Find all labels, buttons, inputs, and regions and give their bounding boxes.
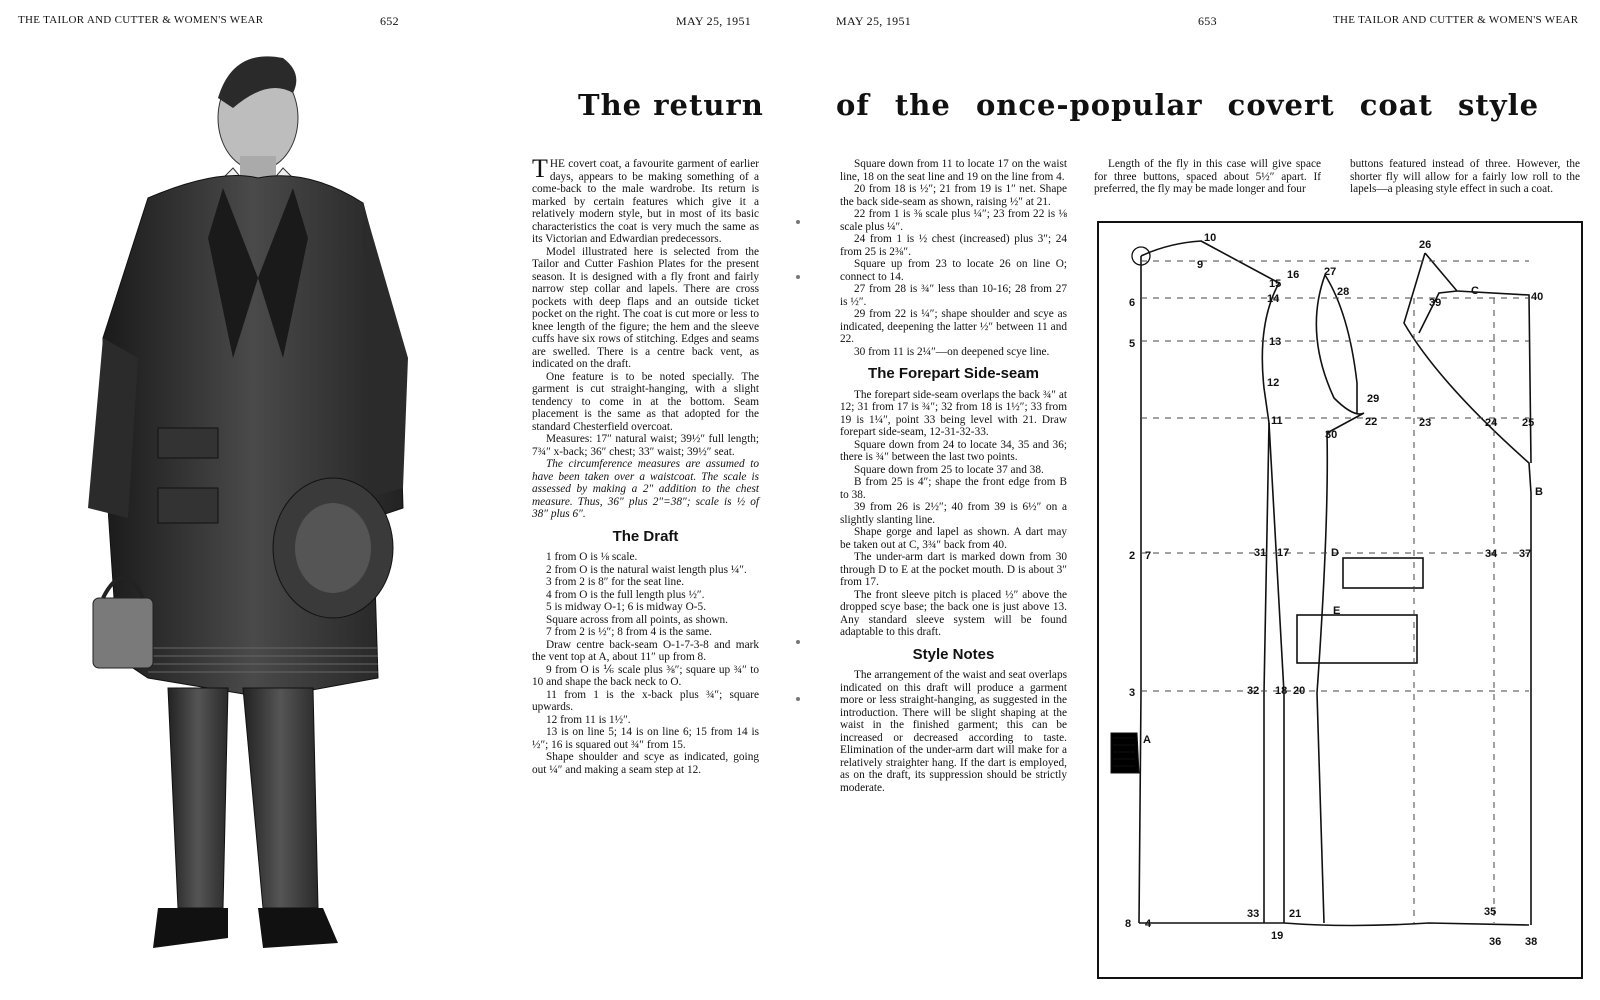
right-page-number: 653 bbox=[1198, 14, 1217, 28]
draft-drawing bbox=[1099, 223, 1581, 977]
draft-step: 27 from 28 is ¾″ less than 10-16; 28 from 27 is ½″. bbox=[840, 283, 1067, 308]
draft-step: 2 from O is the natural waist length plus ¼″. bbox=[546, 563, 747, 576]
point-label: 5 bbox=[1129, 338, 1136, 350]
point-label: 32 bbox=[1247, 685, 1260, 697]
draft-step: 30 from 11 is 2¼″—on deepened scye line. bbox=[854, 345, 1050, 358]
fly-paragraph: Length of the fly in this case will give space for three buttons, spaced about 5½″ apart. If preferred, the fly may be made longer and four bbox=[1094, 158, 1321, 195]
back-shoulder-line bbox=[1141, 241, 1279, 283]
draft-step: 29 from 22 is ¼″; shape shoulder and scye as indicated, deepening the latter ½″ between 11 and 22. bbox=[840, 308, 1067, 345]
draft-step: Square up from 23 to locate 26 on line O; connect to 14. bbox=[840, 258, 1067, 283]
draft-step: 1 from O is ⅛ scale. bbox=[546, 551, 638, 563]
point-label: 6 bbox=[1129, 297, 1136, 309]
point-label: 15 bbox=[1269, 278, 1282, 290]
point-label: 18 bbox=[1275, 685, 1288, 697]
back-seam-line bbox=[1139, 256, 1141, 923]
point-label: 16 bbox=[1287, 269, 1300, 281]
left-page-number: 652 bbox=[380, 14, 399, 28]
right-publication-header: THE TAILOR AND CUTTER & WOMEN'S WEAR bbox=[1333, 14, 1579, 26]
draft-step: 13 is on line 5; 14 is on line 6; 15 from 14 is ½″; 16 is squared out ¾″ from 15. bbox=[532, 726, 759, 751]
point-label: 35 bbox=[1484, 906, 1497, 918]
point-label: 22 bbox=[1365, 416, 1378, 428]
gutter-mark bbox=[796, 640, 800, 644]
point-label: 38 bbox=[1525, 936, 1538, 948]
buttons-paragraph: buttons featured instead of three. However, the shorter fly will allow for a fairly low roll to the lapels—a pleasing style effect in such a coat. bbox=[1350, 158, 1580, 195]
covert-coat-illustration bbox=[18, 38, 460, 980]
style-notes-paragraph: The arrangement of the waist and seat overlaps indicated on this draft will produce a garment more or less straight-hanging, as suggested in the introduction. There will be slight shaping at the waist in the finished garment; this can be increased or decreased according to taste. Elimination of the under-arm dart will make for a relatively straighter hang. If the dart is employed, as on the draft, its suppression should be strictly moderate. bbox=[840, 669, 1067, 794]
point-label: 2 bbox=[1129, 550, 1136, 562]
draft-step: 7 from 2 is ½″; 8 from 4 is the same. bbox=[546, 626, 712, 638]
point-label: 33 bbox=[1247, 908, 1260, 920]
heading-style-notes: Style Notes bbox=[912, 645, 995, 663]
draft-step: 5 is midway O-1; 6 is midway O-5. bbox=[546, 601, 707, 613]
gutter-mark bbox=[796, 275, 800, 279]
point-label: B bbox=[1535, 486, 1543, 498]
point-label: 21 bbox=[1289, 908, 1302, 920]
heading-forepart-side-seam: The Forepart Side-seam bbox=[868, 365, 1039, 382]
point-label: 26 bbox=[1419, 239, 1432, 251]
point-label: 10 bbox=[1204, 232, 1217, 244]
drop-cap: T bbox=[532, 154, 548, 183]
intro-paragraph bbox=[532, 154, 759, 246]
article-title-right: of the once-popular covert coat style bbox=[836, 88, 1540, 122]
point-label: 30 bbox=[1325, 429, 1338, 441]
point-label: 9 bbox=[1197, 259, 1204, 271]
point-label: 29 bbox=[1367, 393, 1380, 405]
point-label: D bbox=[1331, 547, 1339, 559]
heading-the-draft: The Draft bbox=[612, 527, 679, 545]
draft-step: Square down from 11 to locate 17 on the waist line, 18 on the seat line and 19 on the line from 4. bbox=[840, 158, 1067, 183]
point-label: 7 bbox=[1145, 550, 1152, 562]
pattern-draft-diagram bbox=[1097, 221, 1583, 979]
text-column-4 bbox=[1350, 158, 1580, 196]
point-label: 25 bbox=[1522, 417, 1535, 429]
front-edge bbox=[1404, 253, 1531, 925]
point-label: 36 bbox=[1489, 936, 1502, 948]
draft-step: Square across from all points, as shown. bbox=[546, 613, 728, 626]
draft-step: 9 from O is ⅙ scale plus ⅜″; square up ¾″ to 10 and shape the back neck to O. bbox=[532, 663, 759, 688]
point-label: A bbox=[1143, 734, 1151, 746]
point-label: 39 bbox=[1429, 297, 1442, 309]
forepart-step: Square down from 25 to locate 37 and 38. bbox=[854, 463, 1044, 476]
forepart-step: Shape gorge and lapel as shown. A dart may be taken out at C, 3¾″ back from 40. bbox=[840, 526, 1067, 551]
article-title-left: The return bbox=[578, 88, 764, 122]
left-date: MAY 25, 1951 bbox=[676, 14, 752, 28]
forepart-step: The forepart side-seam overlaps the back ¾″ at 12; 31 from 17 is ¾″; 32 from 18 is 1½″; 33 from 19 is 1¼″, point 33 being level with 21. Draw forepart side-seam, 12-31-32-33. bbox=[840, 388, 1067, 438]
left-publication-header: THE TAILOR AND CUTTER & WOMEN'S WEAR bbox=[18, 14, 264, 26]
point-label: 17 bbox=[1277, 547, 1290, 559]
point-label: 23 bbox=[1419, 417, 1432, 429]
draft-step: 20 from 18 is ½″; 21 from 19 is 1″ net. Shape the back side-seam as shown, raising ½″ at 21. bbox=[840, 183, 1067, 208]
circumference-note: The circumference measures are assumed to have been taken over a waistcoat. The scale is assessed by making a 2″ addition to the chest measure. Thus, 36″ plus 2″=38″; scale is ½ of 38″ plus 6″. bbox=[532, 458, 759, 520]
point-label: 13 bbox=[1269, 336, 1282, 348]
point-label: 8 bbox=[1125, 918, 1132, 930]
feature-paragraph: One feature is to be noted specially. The garment is cut straight-hanging, with a slight tendency to come in at the bottom. Seam placement is the same as that adopted for the standard Chesterfield overcoat. bbox=[532, 370, 759, 433]
gutter-mark bbox=[796, 220, 800, 224]
point-label: 31 bbox=[1254, 547, 1267, 559]
point-label: 4 bbox=[1145, 918, 1152, 930]
draft-step: Draw centre back-seam O-1-7-3-8 and mark the vent top at A, about 11″ up from 8. bbox=[532, 638, 759, 663]
point-label: 19 bbox=[1271, 930, 1284, 942]
point-label: C bbox=[1471, 285, 1479, 297]
forepart-step: 39 from 26 is 2½″; 40 from 39 is 6½″ on a slightly slanting line. bbox=[840, 501, 1067, 526]
draft-step: 24 from 1 is ½ chest (increased) plus 3″; 24 from 25 is 2⅜″. bbox=[840, 233, 1067, 258]
gutter-mark bbox=[796, 697, 800, 701]
forepart-step: B from 25 is 4″; shape the front edge from B to 38. bbox=[840, 476, 1067, 501]
point-label: 3 bbox=[1129, 687, 1136, 699]
point-label: 40 bbox=[1531, 291, 1544, 303]
point-label: E bbox=[1333, 605, 1341, 617]
forepart-step: The front sleeve pitch is placed ½″ above the dropped scye base; the back one is just above 13. Any standard sleeve system will be found adaptable to this draft. bbox=[840, 588, 1067, 638]
model-paragraph: Model illustrated here is selected from the Tailor and Cutter Fashion Plates for the present season. It is designed with a fly front and fairly narrow step collar and lapels. There are cross pockets with deep flaps and an outside ticket pocket on the right. The coat is cut more or less to knee length of the figure; the hem and the sleeve cuffs have six rows of stitching. Edges and seams are swelled. There is a centre back vent, as indicated on the draft. bbox=[532, 245, 759, 370]
point-label: 12 bbox=[1267, 377, 1280, 389]
text-column-2 bbox=[840, 158, 1067, 794]
text-column-3 bbox=[1094, 158, 1321, 196]
draft-step: 4 from O is the full length plus ½″. bbox=[546, 588, 705, 601]
right-date: MAY 25, 1951 bbox=[836, 14, 912, 28]
point-label: 11 bbox=[1271, 415, 1283, 427]
draft-step: 22 from 1 is ⅜ scale plus ¼″; 23 from 22 is ⅛ scale plus ¼″. bbox=[840, 208, 1067, 233]
forepart-step: The under-arm dart is marked down from 30 through D to E at the pocket mouth. D is about 3″ from 17. bbox=[840, 551, 1067, 588]
point-label: 14 bbox=[1267, 293, 1280, 305]
intro-text: HE covert coat, a favourite garment of earlier days, appears to be making something of a come-back to the male wardrobe. Its return is marked by certain features which give it a relatively modern style, but in most of its basic characteristics the coat is very much the same as its Victorian and Edwardian predecessors. bbox=[532, 158, 759, 245]
point-label: 28 bbox=[1337, 286, 1350, 298]
man-figure-drawing bbox=[18, 38, 460, 980]
draft-step: 12 from 11 is 1½″. bbox=[546, 713, 631, 726]
forepart-scye bbox=[1316, 275, 1364, 923]
point-label: 34 bbox=[1485, 548, 1498, 560]
point-label: 24 bbox=[1485, 417, 1498, 429]
point-label: 27 bbox=[1324, 266, 1337, 278]
draft-step: 11 from 1 is the x-back plus ¾″; square upwards. bbox=[532, 688, 759, 713]
forepart-step: Square down from 24 to locate 34, 35 and 36; there is ¾″ between the last two points. bbox=[840, 438, 1067, 463]
text-column-1 bbox=[532, 154, 759, 776]
draft-step: Shape shoulder and scye as indicated, going out ¼″ and making a seam step at 12. bbox=[532, 751, 759, 776]
point-label: 37 bbox=[1519, 548, 1532, 560]
point-label: 20 bbox=[1293, 685, 1306, 697]
measures-paragraph: Measures: 17″ natural waist; 39½″ full length; 7¾″ x-back; 36″ chest; 33″ waist; 39½″ seat. bbox=[532, 433, 759, 458]
draft-step: 3 from 2 is 8″ for the seat line. bbox=[546, 576, 685, 588]
